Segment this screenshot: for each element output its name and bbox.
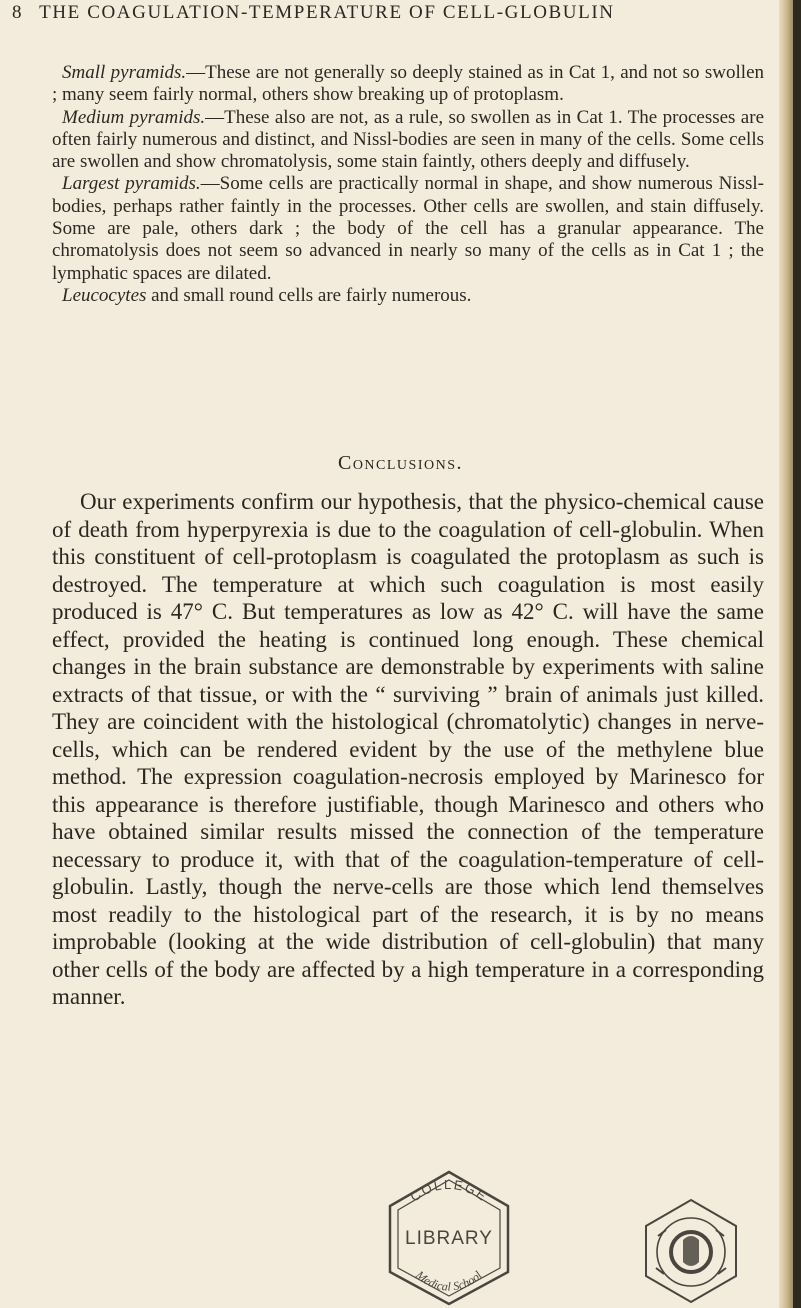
book-spine-edge (793, 0, 801, 1308)
embossed-seal (636, 1196, 746, 1306)
observation-term: Largest pyramids. (62, 173, 201, 195)
observations-section (52, 62, 764, 307)
running-title: THE COAGULATION-TEMPERATURE OF CELL-GLOBULIN (39, 2, 615, 23)
observation-paragraph (52, 107, 764, 174)
conclusions-heading: Conclusions. (337, 452, 463, 474)
conclusions-paragraph: Our experiments confirm our hypothesis, that the physico-chemical cause of death from hyperpyrexia is due to the coagulation of cell-globulin. When this constituent of cell-protoplasm is coagulated the protoplasm as such is destroyed. The temperature at which such coagulation is most easily produced is 47° C. But temperatures as low as 42° C. will have the same effect, provided the heating is continued long enough. These chemical changes in the brain substance are demonstrable by experiments with saline extracts of that tissue, or with the “ surviving ” brain of animals just killed. They are coincident with the histological (chromatolytic) changes in nerve-cells, which can be rendered evident by the use of the methylene blue method. The expression coagulation-necrosis employed by Marinesco for this appearance is therefore justifiable, though Marinesco and others who have obtained similar results missed the connection of the temperature necessary to produce it, with that of the coagulation-temperature of cell-globulin. Lastly, though the nerve-cells are those which lend themselves most readily to the histological part of the research, it is by no means improbable (looking at the wide distribution of cell-globulin) that many other cells of the body are affected by a high temperature in a corresponding manner. (52, 489, 764, 1009)
observation-paragraph (52, 173, 764, 284)
stamp-arc-top: COLLEGE (407, 1176, 491, 1205)
observation-paragraph (52, 62, 764, 107)
observation-text: and small round cells are fairly numerous. (146, 284, 472, 306)
conclusions-section (52, 488, 764, 1011)
observation-text: —These are not generally so deeply stained as in Cat 1, and not so swollen ; many seem fairly normal, others show breaking up of protoplasm. (52, 62, 765, 106)
stamp-arc-bottom: Medical School (413, 1267, 485, 1294)
running-header (12, 2, 772, 24)
page-number: 8 (12, 2, 24, 23)
seal-shield-icon (683, 1236, 699, 1266)
observation-term: Small pyramids. (62, 62, 187, 83)
observation-term: Medium pyramids. (62, 106, 206, 128)
observation-text: —Some cells are practically normal in shape, and show numerous Nissl-bodies, perhaps rather faintly in the processes. Other cells are swollen, and stain diffusely. Some are pale, others dark ; the body of the cell has a granular appearance. The chromatolysis does not seem so advanced in nearly so many of the cells as in Cat 1 ; the lymphatic spaces are dilated. (52, 173, 764, 284)
observation-paragraph (52, 285, 764, 307)
observation-term: Leucocytes (62, 284, 147, 306)
observation-text: —These also are not, as a rule, so swollen as in Cat 1. The processes are often fairly numerous and distinct, and Nissl-bodies are seen in many of the cells. Some cells are swollen and show chromatolysis, some stain faintly, others deeply and diffusely. (52, 106, 765, 173)
library-stamp (380, 1168, 518, 1308)
stamp-center-text: LIBRARY (405, 1228, 493, 1249)
